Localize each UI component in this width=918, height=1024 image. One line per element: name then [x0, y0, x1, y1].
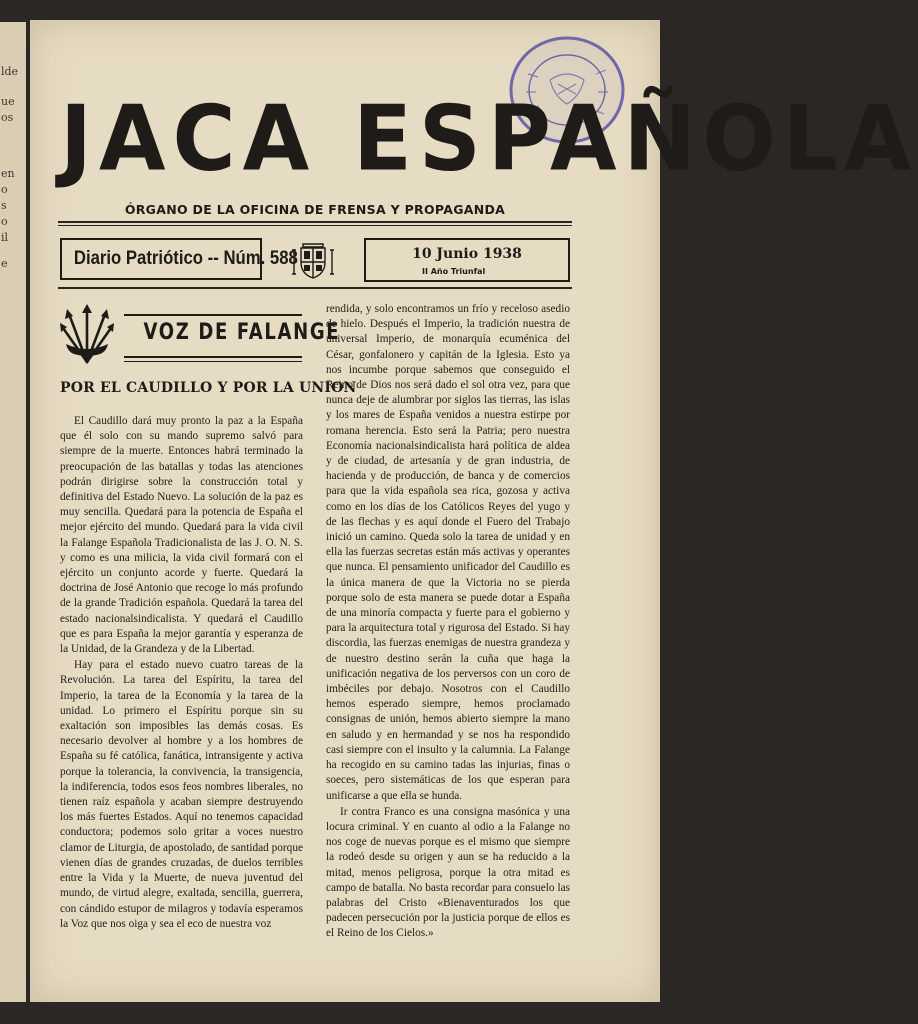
article-paragraph: El Caudillo dará muy pronto la paz a la España que él solo con su mando supremo salvó para siempre de la muerte. Entonces habrá terminado la preocupación de las batallas y todas las atenciones podrán dirigirse sobre la construcción total y definitiva del Estado Nuevo. La solución de la paz es muy sencilla. Quedará para la potencia de España el mejor ejército del mundo. Quedará para la vida civil la Falange Española Tradicionalista de las J. O. N. S. y como es una milicia, la vida civil formará con el ejército un conjunto acorde y fuerte. Quedará la doctrina de José Antonio que recoge lo más profundo de la grande Tradición española. Quedará la tarea del estado nacionalsindicalista. Y quedará el Caudillo que es para España la mejor garantía y esperanza de la Unidad, de la Grandeza y de la Libertad. [60, 415, 303, 656]
divider [124, 361, 302, 362]
left-page-fragment: il [1, 231, 9, 244]
divider [58, 221, 572, 223]
divider [124, 314, 302, 316]
article-paragraph: Ir contra Franco es una consigna masónica y una locura criminal. Y en cuanto al odio a la Falange no nos coge de nuevas porque es el mismo que siempre la rodeó desde su origen y aun se ha reducido a la mitad, menos peligrosa, porque la otra mitad es campo de batalla. No basta recordar para consuelo las palabras del Cristo «Bienaventurados los que padecen persecución por la justicia porque de ellos es el Reino de los Cielos.» [326, 805, 570, 940]
left-page-fragment: os [1, 111, 14, 124]
article-paragraph: rendida, y solo encontramos un frío y receloso asedio de hielo. Después el Imperio, la tradición nuestra de universal Imperio, de monarquía ecuménica del César, gonfalonero y capitán de la Iglesia. Esto ya nos incumbe porque sabemos que conseguido el Reino de Dios nos será dado el sol otra vez, para que nunca deje de alumbrar por siglos las tierras, las islas y los mares de España venidos a nuestra estirpe por romana herencia. Esto será la Patria; pero nuestra Economía nacionalsindicalista hará política de aldea y de ciudad, de artesanía y de gran industria, de hacienda y de producción, de banca y de comercios para que la vida española sea rica, gozosa y activa como en los días de los Católicos Reyes del yugo y de las flechas y es aquí donde el Fuero del Trabajo inició un camino. Queda solo la tarea de unidad y en ella las fuerzas secretas están más activas y operantes que nunca. El pensamiento unificador del Caudillo es la única manera de que la Victoria no se pierda porque solo de esta manera se puede dotar a España de una minoría compacta y fuerte para el gobierno y para la arquitectura total y rigurosa del Estado. Si hay discordia, las fuerzas enemigas de nuestra grandeza y de nuestro destino serán la cuña que haga la unificación negativa de los perversos con un coro de imbéciles por debajo. Nosotros con el Caudillo hemos esperado siempre, hemos proclamado consignas de unión, hemos abierto siempre la mano en saludo y en hermandad y se nos ha respondido casi siempre con el insulto y la calumnia. La Falange ha recogido en su camino tadas las injurias, finas o soeces, pero sistemáticas de los que esperan para unificarse a que ella se hunda. [326, 303, 570, 802]
date-box [364, 238, 570, 282]
left-page-fragment: o [1, 215, 8, 228]
newspaper-title: JACA ESPAÑOLA [60, 86, 918, 192]
yoke-and-arrows-icon [60, 304, 114, 372]
masthead [60, 86, 918, 200]
issue-number-box [60, 238, 298, 280]
left-page-fragment: s [1, 199, 7, 212]
newspaper-subtitle: ÓRGANO DE LA OFICINA DE FRENSA Y PROPAGANDA [124, 202, 506, 217]
issue-date: 10 Junio 1938 [412, 246, 522, 262]
divider [124, 356, 302, 358]
divider [58, 225, 572, 226]
issue-label: Diario Patriótico -- Núm. 588 [73, 248, 298, 269]
divider [58, 287, 572, 289]
article-paragraph: Hay para el estado nuevo cuatro tareas de la Revolución. La tarea del Espíritu, la tarea del Imperio, la tarea de la Economía y la tarea de la unidad. Lo primero el Espíritu porque sin su exaltación son imposibles las demás cosas. Es necesario devolver al hombre y a los hombres de España su fé católica, fanática, intransigente y activa porque la tolerancia, la convivencia, la transigencia, la indiferencia, todos esos feos nombres liberales, no tienen raíz española y acaban siempre destruyendo los más fuertes Estados. Aquí no tenemos capacidad conductora; podemos solo gritar a voces nuestro clamor de Liturgia, de apostolado, de santidad porque vienen días de grandes cruzadas, de duelos terribles entre la Vida y la Muerte, de nueva juventud del mundo, de virtud alegre, exaltada, sencilla, guerrera, con cándido estupor de milagros y todavía esperamos la Voz que nos oiga y sea el eco de nuestra voz [60, 659, 303, 930]
coat-of-arms-icon [290, 238, 336, 280]
section-title: VOZ DE FALANGE [143, 320, 341, 345]
left-page-fragment: ue [1, 95, 15, 108]
left-page-fragment: lde [1, 65, 19, 78]
year-line: II Año Triunfal [422, 267, 486, 276]
left-page-fragment: e [1, 257, 8, 270]
adjacent-page-edge [0, 22, 26, 1002]
left-page-fragment: o [1, 183, 8, 196]
left-page-fragment: en [1, 167, 15, 180]
article-column-right [326, 302, 570, 943]
article-headline: POR EL CAUDILLO Y POR LA UNION [60, 380, 357, 396]
article-column-left [60, 414, 303, 933]
